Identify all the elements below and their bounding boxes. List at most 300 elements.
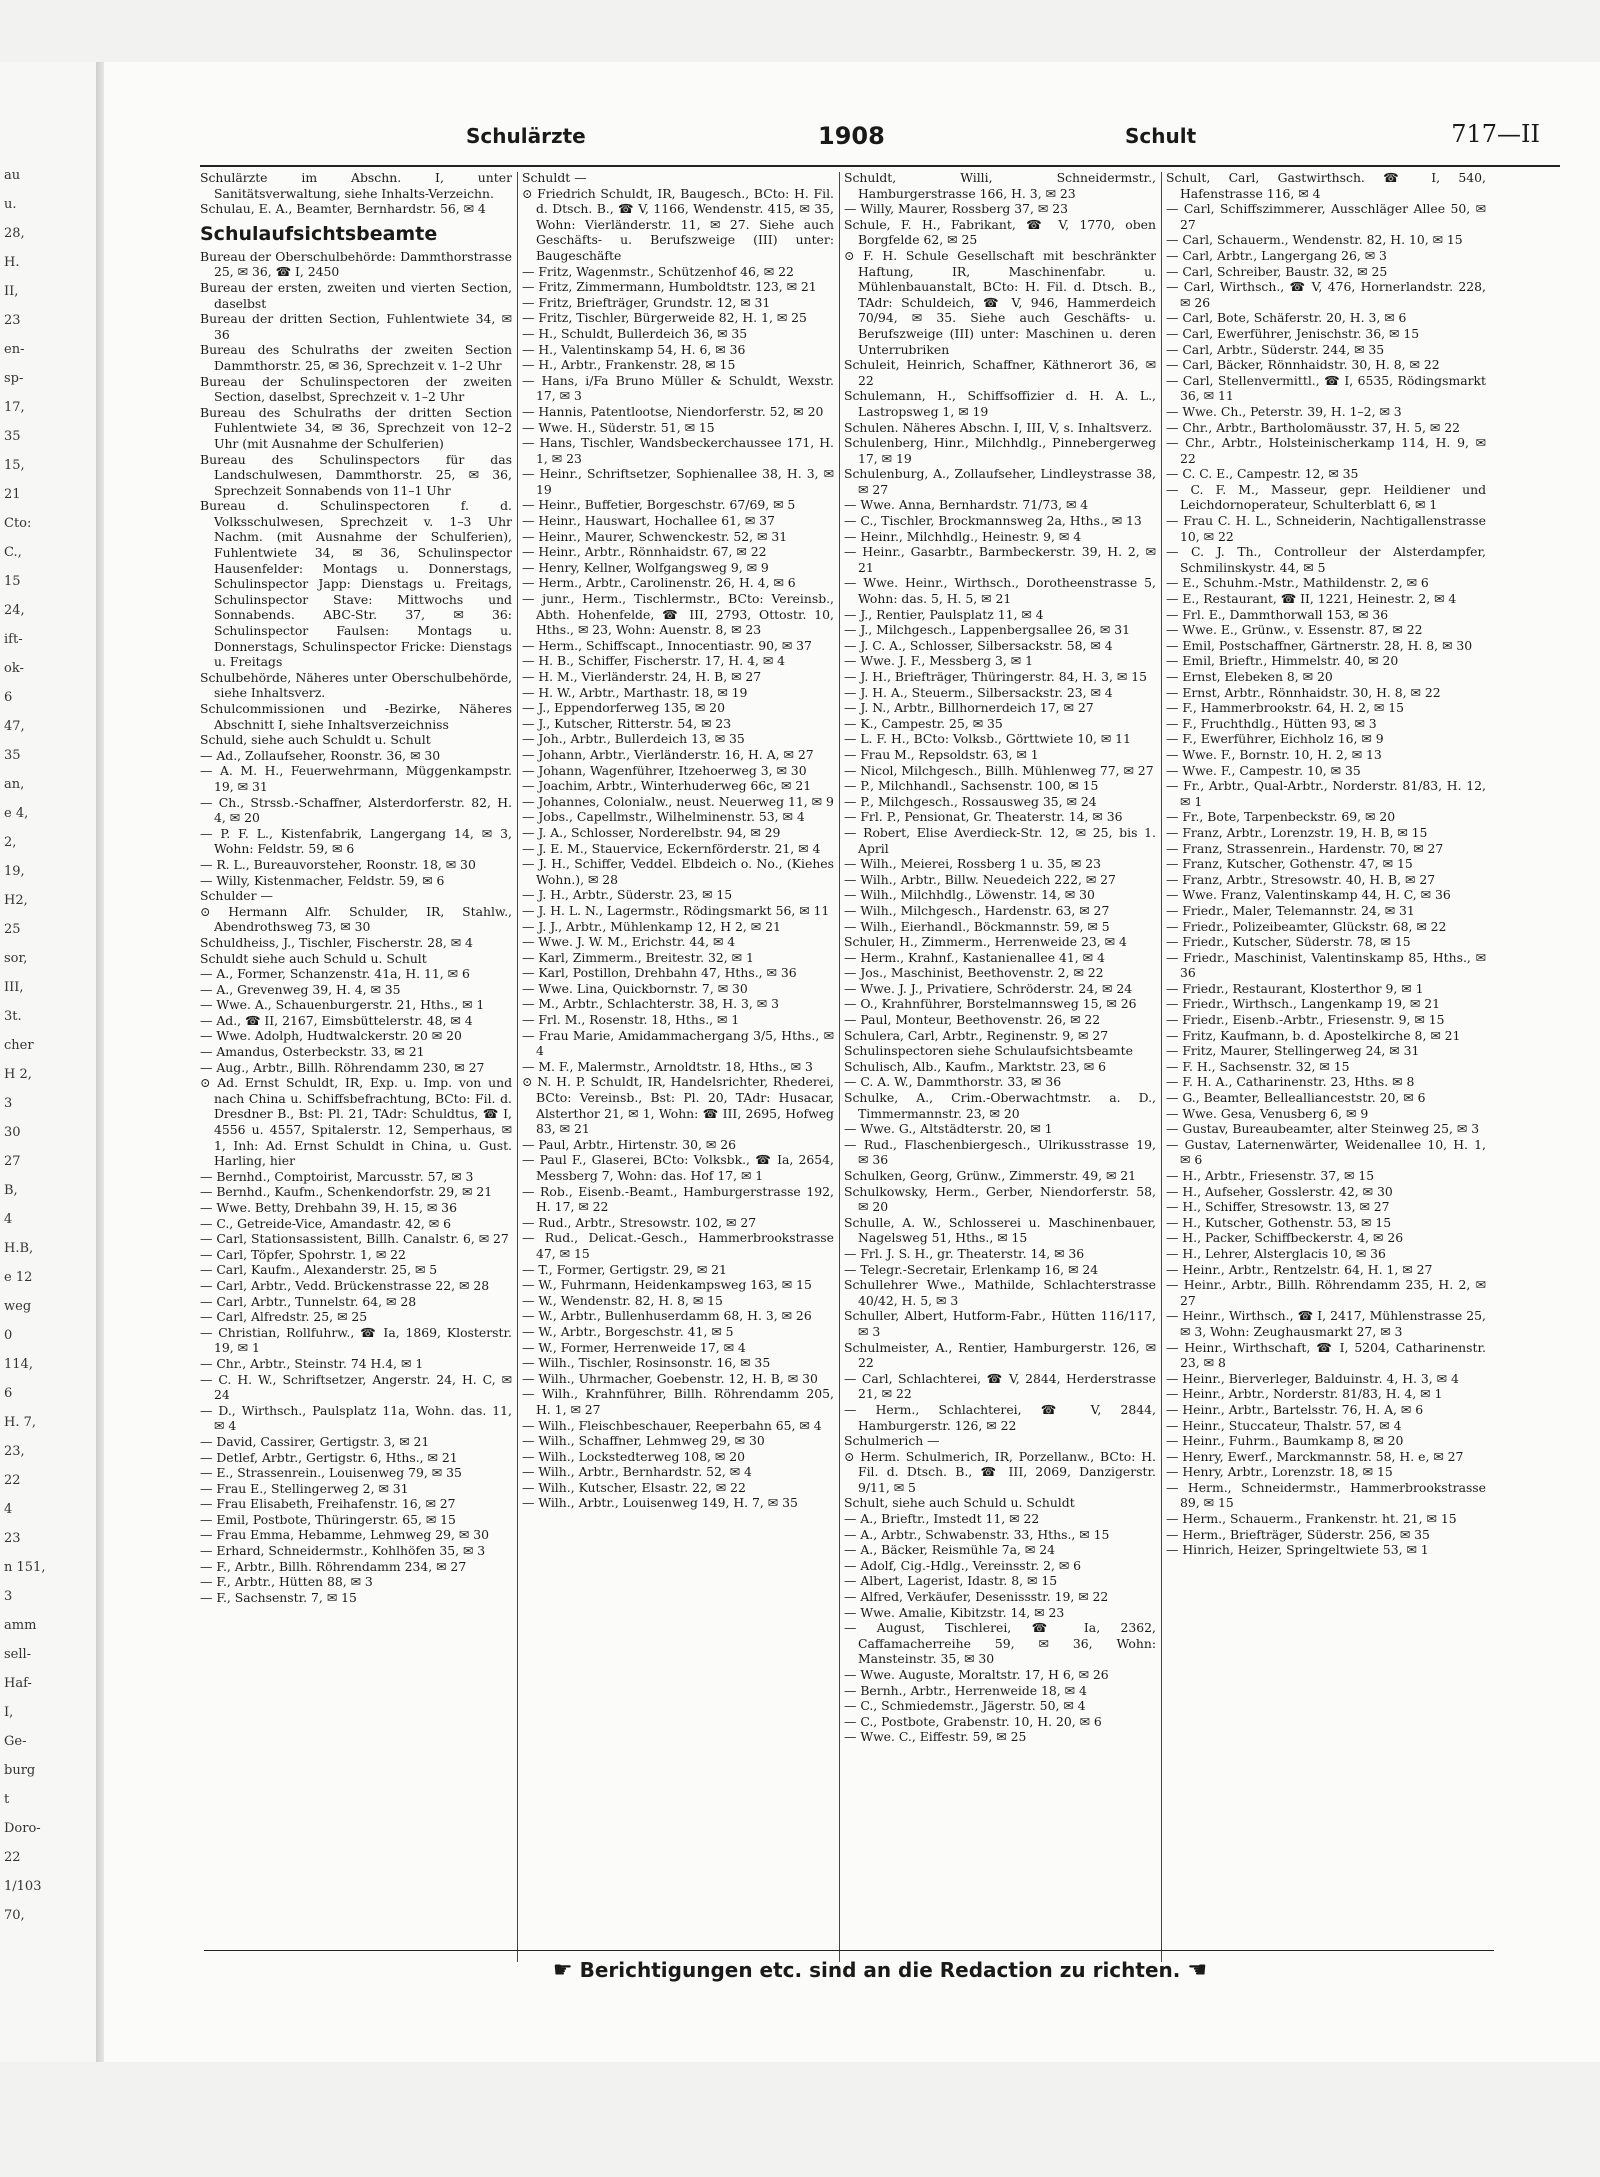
directory-entry: Schulbehörde, Näheres unter Oberschulbehörde, siehe Inhaltsverz.	[200, 669, 512, 701]
directory-entry: — J. H., Arbtr., Süderstr. 23, ✉ 15	[522, 887, 733, 903]
directory-entry: — Ad., ☎ II, 2167, Eimsbüttelerstr. 48, ✉ 4	[200, 1012, 473, 1028]
directory-entry: — Heinr., Arbtr., Rönnhaidstr. 67, ✉ 22	[522, 544, 767, 560]
directory-entry: Bureau der dritten Section, Fuhlentwiete 34, ✉ 36	[200, 311, 512, 342]
directory-entry: — Wwe. Franz, Valentinskamp 44, H. C, ✉ 36	[1166, 887, 1451, 903]
adjacent-page-fragment: 4	[4, 1212, 13, 1227]
directory-entry: — Wilh., Tischler, Rosinsonstr. 16, ✉ 35	[522, 1355, 771, 1371]
directory-entry: — Rud., Arbtr., Stresowstr. 102, ✉ 27	[522, 1214, 757, 1230]
directory-entry: — Wwe. J. F., Messberg 3, ✉ 1	[844, 653, 1034, 669]
directory-entry: — H., Schiffer, Stresowstr. 13, ✉ 27	[1166, 1199, 1390, 1215]
directory-entry: — J. H. L. N., Lagermstr., Rödingsmarkt 56, ✉ 11	[522, 902, 830, 918]
directory-entry: — Willy, Kistenmacher, Feldstr. 59, ✉ 6	[200, 872, 445, 888]
directory-entry: — Wilh., Eierhandl., Böckmannstr. 59, ✉ 5	[844, 918, 1110, 934]
directory-entry: — Heinr., Arbtr., Norderstr. 81/83, H. 4, ✉ 1	[1166, 1386, 1443, 1402]
directory-entry: — Wilh., Kutscher, Elsastr. 22, ✉ 22	[522, 1479, 746, 1495]
directory-entry: — Karl, Zimmerm., Breitestr. 32, ✉ 1	[522, 949, 754, 965]
directory-entry: — Fritz, Kaufmann, b. d. Apostelkirche 8, ✉ 21	[1166, 1027, 1461, 1043]
directory-entry: — W., Fuhrmann, Heidenkampsweg 163, ✉ 15	[522, 1277, 812, 1293]
adjacent-page-fragment: ift-	[4, 632, 23, 647]
directory-entry: — H., Valentinskamp 54, H. 6, ✉ 36	[522, 341, 746, 357]
directory-entry: — Wwe. A., Schauenburgerstr. 21, Hths., ✉ 1	[200, 997, 485, 1013]
directory-entry: — Wilh., Lockstedterweg 108, ✉ 20	[522, 1448, 745, 1464]
directory-entry: — H., Schuldt, Bullerdeich 36, ✉ 35	[522, 325, 748, 341]
directory-entry: Schuleit, Heinrich, Schaffner, Käthnerort 36, ✉ 22	[844, 357, 1156, 388]
directory-entry: — J. A., Schlosser, Norderelbstr. 94, ✉ 29	[522, 824, 781, 840]
adjacent-page-fragment: 23	[4, 313, 21, 328]
directory-entry: — Wilh., Schaffner, Lehmweg 29, ✉ 30	[522, 1433, 765, 1449]
header-section-title: Schulärzte	[466, 124, 586, 148]
adjacent-page-fragment: III,	[4, 980, 24, 995]
directory-entry: — F., Ewerführer, Eichholz 16, ✉ 9	[1166, 731, 1384, 747]
directory-entry: — Heinr., Schriftsetzer, Sophienallee 38, H. 3, ✉ 19	[522, 466, 834, 497]
adjacent-page-fragment: cher	[4, 1038, 34, 1053]
directory-entry: — Fritz, Zimmermann, Humboldtstr. 123, ✉ 21	[522, 279, 817, 295]
directory-entry: — Heinr., Bierverleger, Balduinstr. 4, H. 3, ✉ 4	[1166, 1370, 1459, 1386]
directory-entry: — Carl, Schauerm., Wendenstr. 82, H. 10, ✉ 15	[1166, 232, 1463, 248]
directory-entry: — David, Cassirer, Gertigstr. 3, ✉ 21	[200, 1433, 430, 1449]
directory-entry: — Heinr., Hauswart, Hochallee 61, ✉ 37	[522, 513, 775, 529]
directory-entry: — Rud., Flaschenbiergesch., Ulrikusstrasse 19, ✉ 36	[844, 1136, 1156, 1168]
directory-entry: — Friedr., Kutscher, Süderstr. 78, ✉ 15	[1166, 934, 1411, 950]
footer-rule	[204, 1950, 1494, 1951]
directory-entry: — Wwe. J. J., Privatiere, Schröderstr. 24, ✉ 24	[844, 980, 1133, 996]
column-divider	[517, 172, 518, 1962]
directory-entry: — A., Brieftr., Imstedt 11, ✉ 22	[844, 1511, 1040, 1527]
directory-entry: — C. H. W., Schriftsetzer, Angerstr. 24, H. C, ✉ 24	[200, 1371, 512, 1403]
directory-entry: Bureau des Schulraths der zweiten Section Dammthorstr. 25, ✉ 36, Sprechzeit v. 1–2 Uhr	[200, 342, 512, 373]
adjacent-page-fragment: n 151,	[4, 1560, 46, 1575]
adjacent-page-fragment: amm	[4, 1618, 37, 1633]
directory-entry: Schulinspectoren siehe Schulaufsichtsbeamte	[844, 1043, 1133, 1059]
pointing-hand-right-icon: ☛	[552, 1958, 573, 1983]
directory-entry: — C. J. Th., Controlleur der Alsterdampfer, Schmilinskystr. 44, ✉ 5	[1166, 544, 1486, 575]
directory-entry: — H. M., Vierländerstr. 24, H. B, ✉ 27	[522, 669, 762, 684]
directory-entry: — J., Eppendorferweg 135, ✉ 20	[522, 700, 725, 716]
directory-entry: — Frl. J. S. H., gr. Theaterstr. 14, ✉ 36	[844, 1245, 1085, 1261]
directory-entry: — Heinr., Gasarbtr., Barmbeckerstr. 39, H. 2, ✉ 21	[844, 544, 1156, 575]
footer-notice	[500, 1958, 1260, 1988]
directory-entry: — Carl, Stellenvermittl., ☎ I, 6535, Rödingsmarkt 36, ✉ 11	[1166, 372, 1486, 404]
adjacent-page-fragment: 6	[4, 1386, 13, 1401]
directory-entry: — Carl, Schiffszimmerer, Ausschläger Allee 50, ✉ 27	[1166, 201, 1486, 232]
directory-entry: — Heinr., Arbtr., Billh. Röhrendamm 235, H. 2, ✉ 27	[1166, 1277, 1486, 1308]
directory-entry: — C., Postbote, Grabenstr. 10, H. 20, ✉ 6	[844, 1713, 1102, 1729]
directory-entry: — Johann, Arbtr., Vierländerstr. 16, H. A, ✉ 27	[522, 746, 814, 762]
directory-entry: — Wilh., Milchhdlg., Löwenstr. 14, ✉ 30	[844, 887, 1095, 903]
directory-entry: — Friedr., Maschinist, Valentinskamp 85, Hths., ✉ 36	[1166, 949, 1486, 981]
directory-entry: Schuldt —	[522, 170, 587, 185]
directory-entry: — Ernst, Elebeken 8, ✉ 20	[1166, 669, 1333, 684]
adjacent-page-fragment: 4	[4, 1502, 13, 1517]
directory-entry: — Henry, Arbtr., Lorenzstr. 18, ✉ 15	[1166, 1464, 1393, 1480]
directory-entry: — Nicol, Milchgesch., Billh. Mühlenweg 77, ✉ 27	[844, 762, 1154, 778]
directory-entry: — J., Milchgesch., Lappenbergsallee 26, ✉ 31	[844, 622, 1130, 638]
directory-entry: Bureau der ersten, zweiten und vierten Section, daselbst	[200, 279, 512, 311]
directory-entry: — Carl, Stationsassistent, Billh. Canalstr. 6, ✉ 27	[200, 1231, 509, 1247]
directory-entry: — Hans, i/Fa Bruno Müller & Schuldt, Wexstr. 17, ✉ 3	[522, 372, 834, 404]
adjacent-page-fragment: t	[4, 1792, 10, 1807]
adjacent-page-fragment: 25	[4, 922, 21, 937]
directory-entry: — Johann, Wagenführer, Itzehoerweg 3, ✉ 30	[522, 762, 807, 778]
directory-entry: — Fr., Arbtr., Qual-Arbtr., Norderstr. 81/83, H. 12, ✉ 1	[1166, 778, 1486, 809]
directory-entry: — Wwe. G., Altstädterstr. 20, ✉ 1	[844, 1121, 1053, 1137]
directory-entry: — Heinr., Milchhdlg., Heinestr. 9, ✉ 4	[844, 528, 1082, 544]
directory-entry: — Wwe. Gesa, Venusberg 6, ✉ 9	[1166, 1105, 1369, 1121]
adjacent-page-fragment: Ge-	[4, 1734, 27, 1749]
directory-entry: — Wwe. Ch., Peterstr. 39, H. 1–2, ✉ 3	[1166, 403, 1402, 419]
directory-entry: — G., Beamter, Belleallianceststr. 20, ✉ 6	[1166, 1090, 1426, 1106]
directory-entry: — C. F. M., Masseur, gepr. Heildiener und Leichdornoperateur, Schulterblatt 6, ✉ 1	[1166, 481, 1486, 513]
adjacent-page-fragment: 15,	[4, 458, 25, 473]
adjacent-page-fragment: burg	[4, 1763, 36, 1778]
directory-entry: — O., Krahnführer, Borstelmannsweg 15, ✉ 26	[844, 996, 1137, 1012]
directory-entry: — Paul, Monteur, Beethovenstr. 26, ✉ 22	[844, 1012, 1101, 1028]
directory-entry: — Herm., Krahnf., Kastanienallee 41, ✉ 4	[844, 949, 1105, 965]
adjacent-page-fragment: 22	[4, 1473, 21, 1488]
directory-entry: — Friedr., Maler, Telemannstr. 24, ✉ 31	[1166, 902, 1415, 918]
column-2	[522, 170, 834, 1960]
directory-entry: — Wilh., Meierei, Rossberg 1 u. 35, ✉ 23	[844, 856, 1101, 872]
directory-entry: — Carl, Arbtr., Langergang 26, ✉ 3	[1166, 247, 1387, 263]
directory-entry: — Wilh., Uhrmacher, Goebenstr. 12, H. B, ✉ 30	[522, 1370, 818, 1386]
directory-entry: — Wwe. Adolph, Hudtwalckerstr. 20 ✉ 20	[200, 1028, 462, 1044]
directory-entry: — Emil, Postbote, Thüringerstr. 65, ✉ 15	[200, 1511, 456, 1527]
directory-entry: — Heinr., Fuhrm., Baumkamp 8, ✉ 20	[1166, 1433, 1404, 1449]
directory-entry: Schulkowsky, Herm., Gerber, Niendorferstr. 58, ✉ 20	[844, 1183, 1156, 1215]
adjacent-page-fragment: e 12	[4, 1270, 33, 1285]
directory-entry: — Wilh., Fleischbeschauer, Reeperbahn 65, ✉ 4	[522, 1417, 822, 1433]
directory-entry: — Carl, Bäcker, Rönnhaidstr. 30, H. 8, ✉ 22	[1166, 357, 1440, 373]
directory-entry: Schulisch, Alb., Kaufm., Marktstr. 23, ✉ 6	[844, 1058, 1107, 1074]
directory-entry: Bureau d. Schulinspectoren f. d. Volksschulwesen, Sprechzeit v. 1–3 Uhr Nachm. (mit Ausnahme der Schulferien), Fuhlentwiete 34, ✉ 36, Schulinspector Hausenfelder: Montags u. Donnerstags, Schulinspector Japp: Dienstags u. Freitags, Schulinspector Stave: Mittwochs und Sonnabends. ABC-Str. 37, ✉ 36: Schulinspector Faulsen: Montags u. Donnerstags, Schulinspector Fricke: Dienstags u. Freitags	[200, 498, 512, 670]
directory-entry: — Rud., Delicat.-Gesch., Hammerbrookstrasse 47, ✉ 15	[522, 1230, 834, 1261]
directory-entry: — Heinr., Wirthschaft, ☎ I, 5204, Catharinenstr. 23, ✉ 8	[1166, 1339, 1486, 1371]
directory-entry: — Wilh., Milchgesch., Hardenstr. 63, ✉ 27	[844, 902, 1110, 918]
directory-entry: — Ernst, Arbtr., Rönnhaidstr. 30, H. 8, ✉ 22	[1166, 684, 1441, 700]
adjacent-page-fragment: 28,	[4, 226, 25, 241]
directory-entry: Schulmerich —	[844, 1433, 940, 1449]
adjacent-page-fragment: 2,	[4, 835, 17, 850]
directory-entry: Schuldheiss, J., Tischler, Fischerstr. 28, ✉ 4	[200, 934, 473, 950]
directory-entry: Schulmeister, A., Rentier, Hamburgerstr. 126, ✉ 22	[844, 1339, 1156, 1371]
directory-entry: — H., Aufseher, Gosslerstr. 42, ✉ 30	[1166, 1183, 1393, 1199]
directory-entry: — Frau C. H. L., Schneiderin, Nachtigallenstrasse 10, ✉ 22	[1166, 513, 1486, 544]
directory-entry: — H., Kutscher, Gothenstr. 53, ✉ 15	[1166, 1214, 1392, 1230]
directory-entry: — Chr., Arbtr., Bartholomäusstr. 37, H. 5, ✉ 22	[1166, 419, 1461, 435]
directory-entry: Schulemann, H., Schiffsoffizier d. H. A. L., Lastropsweg 1, ✉ 19	[844, 388, 1156, 419]
directory-entry: — Paul F., Glaserei, BCto: Volksbk., ☎ Ia, 2654, Messberg 7, Wohn: das. Hof 17, ✉ 1	[522, 1152, 834, 1183]
directory-entry: — Heinr., Maurer, Schwenckestr. 52, ✉ 31	[522, 528, 788, 544]
directory-entry: — Friedr., Restaurant, Klosterthor 9, ✉ 1	[1166, 980, 1424, 996]
directory-entry: — Ch., Strssb.-Schaffner, Alsterdorferstr. 82, H. 4, ✉ 20	[200, 794, 512, 826]
directory-entry: — Frl. M., Rosenstr. 18, Hths., ✉ 1	[522, 1012, 740, 1028]
directory-entry: — H., Arbtr., Friesenstr. 37, ✉ 15	[1166, 1168, 1375, 1183]
directory-entry: Bureau der Schulinspectoren der zweiten Section, daselbst, Sprechzeit v. 1–2 Uhr	[200, 373, 512, 405]
directory-entry: — Bernhd., Comptoirist, Marcusstr. 57, ✉ 3	[200, 1168, 474, 1184]
column-divider	[839, 172, 840, 1962]
directory-entry: — Wwe. Lina, Quickbornstr. 7, ✉ 30	[522, 980, 748, 996]
directory-entry: — Fritz, Tischler, Bürgerweide 82, H. 1, ✉ 25	[522, 310, 807, 326]
directory-entry: — F. H., Sachsenstr. 32, ✉ 15	[1166, 1058, 1350, 1074]
adjacent-page-fragment: 6	[4, 690, 13, 705]
adjacent-page-fragment: e 4,	[4, 806, 29, 821]
directory-entry: Schulke, A., Crim.-Oberwachtmstr. a. D., Timmermannstr. 23, ✉ 20	[844, 1090, 1156, 1121]
adjacent-page-fragment: 23,	[4, 1444, 25, 1459]
directory-entry: Schulärzte im Abschn. I, unter Sanitätsverwaltung, siehe Inhalts-Verzeichn.	[200, 170, 512, 201]
adjacent-page-fragment: Doro-	[4, 1821, 41, 1836]
directory-entry: — Henry, Kellner, Wolfgangsweg 9, ✉ 9	[522, 559, 769, 575]
directory-entry: — Albert, Lagerist, Idastr. 8, ✉ 15	[844, 1573, 1058, 1589]
directory-entry: — Aug., Arbtr., Billh. Röhrendamm 230, ✉ 27	[200, 1059, 485, 1075]
directory-entry: — J. H. A., Steuerm., Silbersackstr. 23, ✉ 4	[844, 684, 1113, 700]
adjacent-page-fragment: sell-	[4, 1647, 32, 1662]
directory-entry: — Wwe. H., Süderstr. 51, ✉ 15	[522, 419, 715, 435]
directory-entry: — Willy, Maurer, Rossberg 37, ✉ 23	[844, 201, 1069, 217]
directory-entry: — Johannes, Colonialw., neust. Neuerweg 11, ✉ 9	[522, 793, 834, 809]
header-year: 1908	[818, 122, 885, 150]
directory-entry: — Carl, Arbtr., Vedd. Brückenstrasse 22, ✉ 28	[200, 1277, 490, 1293]
directory-entry: — Carl, Töpfer, Spohrstr. 1, ✉ 22	[200, 1246, 406, 1262]
directory-entry: — P. F. L., Kistenfabrik, Langergang 14, ✉ 3, Wohn: Feldstr. 59, ✉ 6	[200, 825, 512, 857]
column-4	[1166, 170, 1486, 1960]
directory-entry: — Fritz, Briefträger, Grundstr. 12, ✉ 31	[522, 294, 771, 310]
directory-entry: — Frl. E., Dammthorwall 153, ✉ 36	[1166, 606, 1389, 622]
adjacent-page-fragment: 19,	[4, 864, 25, 879]
directory-entry: — W., Wendenstr. 82, H. 8, ✉ 15	[522, 1292, 723, 1308]
directory-entry: Schulcommissionen und -Bezirke, Näheres Abschnitt I, siehe Inhaltsverzeichniss	[200, 701, 512, 732]
directory-entry: — H. B., Schiffer, Fischerstr. 17, H. 4, ✉ 4	[522, 653, 786, 669]
directory-entry: — Wwe. F., Campestr. 10, ✉ 35	[1166, 762, 1361, 778]
directory-entry: — Emil, Brieftr., Himmelstr. 40, ✉ 20	[1166, 653, 1399, 669]
directory-entry: — E., Restaurant, ☎ II, 1221, Heinestr. 2, ✉ 4	[1166, 591, 1457, 607]
directory-entry: — Frau M., Repsoldstr. 63, ✉ 1	[844, 746, 1039, 762]
directory-entry: — C. C. E., Campestr. 12, ✉ 35	[1166, 466, 1359, 482]
adjacent-page-fragment: II,	[4, 284, 19, 299]
directory-entry: — Fritz, Wagenmstr., Schützenhof 46, ✉ 22	[522, 263, 794, 279]
adjacent-page-fragment: ok-	[4, 661, 24, 676]
directory-entry: — Wilh., Arbtr., Louisenweg 149, H. 7, ✉ 35	[522, 1495, 798, 1511]
directory-entry: — K., Campestr. 25, ✉ 35	[844, 715, 1003, 731]
directory-entry: — Hinrich, Heizer, Springeltwiete 53, ✉ 1	[1166, 1542, 1429, 1558]
directory-entry: — D., Wirthsch., Paulsplatz 11a, Wohn. das. 11, ✉ 4	[200, 1402, 512, 1434]
directory-entry: — W., Arbtr., Bullenhuserdamm 68, H. 3, ✉ 26	[522, 1308, 812, 1324]
adjacent-page-fragment: 35	[4, 429, 21, 444]
directory-entry: — Wilh., Arbtr., Bernhardstr. 52, ✉ 4	[522, 1464, 752, 1480]
directory-entry: — Robert, Elise Averdieck-Str. 12, ✉ 25, bis 1. April	[844, 824, 1156, 856]
directory-entry: — H., Arbtr., Frankenstr. 28, ✉ 15	[522, 357, 736, 373]
directory-entry: — Wwe. Betty, Drehbahn 39, H. 15, ✉ 36	[200, 1200, 457, 1215]
directory-entry: ⊙ F. H. Schule Gesellschaft mit beschränkter Haftung, IR, Maschinenfabr. u. Mühlenbauanstalt, BCto: H. Fil. d. Dtsch. B., TAdr: Schuldeich, ☎ V, 946, Hammerdeich 70/94, ✉ 35. Siehe auch Geschäfts- u. Berufszweige (III) unter: Maschinen u. deren Unterrubriken	[844, 247, 1156, 357]
directory-entry: — Rob., Eisenb.-Beamt., Hamburgerstrasse 192, H. 17, ✉ 22	[522, 1183, 834, 1215]
header-rule	[200, 165, 1560, 167]
adjacent-page-fragment: 70,	[4, 1908, 25, 1923]
column-1	[200, 170, 512, 1960]
directory-entry: — Frau E., Stellingerweg 2, ✉ 31	[200, 1480, 409, 1496]
directory-entry: — Herm., Schiffscapt., Innocentiastr. 90, ✉ 37	[522, 637, 812, 653]
directory-entry: Bureau des Schulraths der dritten Section Fuhlentwiete 34, ✉ 36, Sprechzeit von 12–2 Uhr (mit Ausnahme der Schulferien)	[200, 404, 512, 451]
directory-entry: — T., Former, Gertigstr. 29, ✉ 21	[522, 1261, 727, 1277]
directory-entry: — A., Former, Schanzenstr. 41a, H. 11, ✉ 6	[200, 966, 470, 982]
directory-entry: — W., Arbtr., Borgeschstr. 41, ✉ 5	[522, 1323, 734, 1339]
directory-entry: — Fr., Bote, Tarpenbeckstr. 69, ✉ 20	[1166, 809, 1396, 825]
directory-entry: — F., Sachsenstr. 7, ✉ 15	[200, 1589, 357, 1605]
directory-entry: — Franz, Arbtr., Lorenzstr. 19, H. B, ✉ 15	[1166, 824, 1428, 840]
pointing-hand-left-icon: ☚	[1187, 1958, 1208, 1983]
directory-entry: — M. F., Malermstr., Arnoldtstr. 18, Hths., ✉ 3	[522, 1058, 813, 1074]
directory-entry: Schuldt siehe auch Schuld u. Schult	[200, 950, 427, 966]
adjacent-page-fragment: I,	[4, 1705, 14, 1720]
adjacent-page-fragment: C.,	[4, 545, 22, 560]
column-divider	[1161, 172, 1162, 1962]
adjacent-page-fragment: en-	[4, 342, 25, 357]
directory-entry: — Chr., Arbtr., Holsteinischerkamp 114, H. 9, ✉ 22	[1166, 435, 1486, 466]
directory-entry: Schule, F. H., Fabrikant, ☎ V, 1770, oben Borgfelde 62, ✉ 25	[844, 216, 1156, 248]
directory-entry: — C., Tischler, Brockmannsweg 2a, Hths., ✉ 13	[844, 513, 1142, 529]
directory-entry: ⊙ Herm. Schulmerich, IR, Porzellanw., BCto: H. Fil. d. Dtsch. B., ☎ III, 2069, Danzigerstr. 9/11, ✉ 5	[844, 1448, 1156, 1495]
directory-entry: — Heinr., Arbtr., Rentzelstr. 64, H. 1, ✉ 27	[1166, 1261, 1433, 1277]
directory-entry: — Bernhd., Kaufm., Schenkendorfstr. 29, ✉ 21	[200, 1184, 493, 1200]
directory-entry: — Jos., Maschinist, Beethovenstr. 2, ✉ 22	[844, 965, 1104, 981]
column-3	[844, 170, 1156, 1960]
adjacent-page-fragment: sp-	[4, 371, 24, 386]
adjacent-page-fragment: 114,	[4, 1357, 33, 1372]
directory-entry: — Carl, Kaufm., Alexanderstr. 25, ✉ 5	[200, 1262, 438, 1278]
directory-entry: — H., Packer, Schiffbeckerstr. 4, ✉ 26	[1166, 1230, 1404, 1246]
directory-entry: Schulen. Näheres Abschn. I, III, V, s. Inhaltsverz.	[844, 419, 1153, 435]
directory-entry: — Karl, Postillon, Drehbahn 47, Hths., ✉ 36	[522, 965, 797, 981]
header-page-number: 717—II	[1451, 120, 1540, 148]
adjacent-page-fragment: 3	[4, 1589, 13, 1604]
directory-entry: — Heinr., Wirthsch., ☎ I, 2417, Mühlenstrasse 25, ✉ 3, Wohn: Zeughausmarkt 27, ✉ 3	[1166, 1308, 1486, 1339]
adjacent-page-fragment: B,	[4, 1183, 18, 1198]
adjacent-page-fragment: 23	[4, 1531, 21, 1546]
page-header	[200, 62, 1540, 150]
adjacent-page-fragment: 0	[4, 1328, 13, 1343]
adjacent-page-fragment: 35	[4, 748, 21, 763]
adjacent-page-fragment: 1/103	[4, 1879, 42, 1894]
adjacent-page-fragment: 22	[4, 1850, 21, 1865]
adjacent-page-fragment: H.B,	[4, 1241, 34, 1256]
adjacent-page-fragment: H. 7,	[4, 1415, 37, 1430]
directory-entry: Bureau des Schulinspectors für das Landschulwesen, Dammthorstr. 25, ✉ 36, Sprechzeit Sonnabends von 11–1 Uhr	[200, 451, 512, 498]
directory-entry: — Hans, Tischler, Wandsbeckerchaussee 171, H. 1, ✉ 23	[522, 435, 834, 466]
directory-entry: Schulenberg, Hinr., Milchhdlg., Pinnebergerweg 17, ✉ 19	[844, 435, 1156, 466]
directory-entry: Schulle, A. W., Schlosserei u. Maschinenbauer, Nagelsweg 51, Hths., ✉ 15	[844, 1214, 1156, 1246]
adjacent-page-fragment: H 2,	[4, 1067, 32, 1082]
directory-entry: Schulken, Georg, Grünw., Zimmerstr. 49, ✉ 21	[844, 1168, 1137, 1183]
adjacent-page-fragment: 24,	[4, 603, 25, 618]
directory-entry: — Gustav, Laternenwärter, Weidenallee 10, H. 1, ✉ 6	[1166, 1136, 1486, 1168]
directory-entry: — Carl, Schreiber, Baustr. 32, ✉ 25	[1166, 263, 1388, 279]
directory-entry: — A., Bäcker, Reismühle 7a, ✉ 24	[844, 1542, 1055, 1558]
adjacent-page-fragment: 15	[4, 574, 21, 589]
adjacent-page-fragment: 27	[4, 1154, 21, 1169]
directory-entry: — Wwe. E., Grünw., v. Essenstr. 87, ✉ 22	[1166, 622, 1423, 638]
directory-entry: — Heinr., Buffetier, Borgeschstr. 67/69, ✉ 5	[522, 497, 796, 513]
directory-entry: — Herm., Schlachterei, ☎ V, 2844, Hamburgerstr. 126, ✉ 22	[844, 1401, 1156, 1433]
adjacent-page-fragment: 3	[4, 1096, 13, 1111]
directory-entry: Schult, Carl, Gastwirthsch. ☎ I, 540, Hafenstrasse 116, ✉ 4	[1166, 170, 1486, 201]
directory-entry: — Chr., Arbtr., Steinstr. 74 H.4, ✉ 1	[200, 1355, 424, 1371]
directory-entry: — H. W., Arbtr., Marthastr. 18, ✉ 19	[522, 684, 748, 700]
directory-entry: — Carl, Arbtr., Tunnelstr. 64, ✉ 28	[200, 1293, 417, 1309]
directory-entry: — Carl, Ewerführer, Jenischstr. 36, ✉ 15	[1166, 325, 1420, 341]
directory-entry: — Wwe. Heinr., Wirthsch., Dorotheenstrasse 5, Wohn: das. 5, H. 5, ✉ 21	[844, 575, 1156, 607]
directory-entry: — Hannis, Patentlootse, Niendorferstr. 52, ✉ 20	[522, 403, 824, 419]
adjacent-page-fragment: 21	[4, 487, 21, 502]
directory-entry: — F., Arbtr., Billh. Röhrendamm 234, ✉ 27	[200, 1558, 467, 1574]
directory-entry: — Wwe. Amalie, Kibitzstr. 14, ✉ 23	[844, 1604, 1065, 1620]
directory-entry: — Wilh., Krahnführer, Billh. Röhrendamm 205, H. 1, ✉ 27	[522, 1386, 834, 1417]
directory-entry: — Franz, Arbtr., Stresowstr. 40, H. B, ✉ 27	[1166, 871, 1436, 887]
directory-entry: — J. C. A., Schlosser, Silbersackstr. 58, ✉ 4	[844, 637, 1113, 653]
directory-entry: Schulder —	[200, 888, 273, 904]
directory-entry: — Wwe. Auguste, Moraltstr. 17, H 6, ✉ 26	[844, 1667, 1109, 1682]
directory-entry: ⊙ Hermann Alfr. Schulder, IR, Stahlw., Abendrothsweg 73, ✉ 30	[200, 903, 512, 935]
directory-entry: — F., Fruchthdlg., Hütten 93, ✉ 3	[1166, 715, 1377, 731]
directory-entry: Schulau, E. A., Beamter, Bernhardstr. 56, ✉ 4	[200, 201, 486, 217]
directory-entry: Schult, siehe auch Schuld u. Schuldt	[844, 1495, 1075, 1511]
directory-entry: Bureau der Oberschulbehörde: Dammthorstrasse 25, ✉ 36, ☎ I, 2450	[200, 248, 512, 280]
directory-entry: — C., Schmiedemstr., Jägerstr. 50, ✉ 4	[844, 1698, 1086, 1714]
directory-entry: — A. M. H., Feuerwehrmann, Müggenkampstr. 19, ✉ 31	[200, 763, 512, 794]
directory-entry: — Bernh., Arbtr., Herrenweide 18, ✉ 4	[844, 1682, 1087, 1698]
directory-entry: — Frau Elisabeth, Freihafenstr. 16, ✉ 27	[200, 1496, 456, 1512]
adjacent-page-fragment: Haf-	[4, 1676, 32, 1691]
adjacent-page-fragment: weg	[4, 1299, 32, 1314]
adjacent-page-fragment: H.	[4, 255, 20, 270]
directory-entry: — Herm., Schneidermstr., Hammerbrookstrasse 89, ✉ 15	[1166, 1479, 1486, 1511]
directory-entry: — Frl. P., Pensionat, Gr. Theaterstr. 14, ✉ 36	[844, 809, 1123, 825]
directory-entry: — Franz, Kutscher, Gothenstr. 47, ✉ 15	[1166, 856, 1413, 872]
left-page-gutter	[0, 62, 96, 2062]
directory-entry: — C. A. W., Dammthorstr. 33, ✉ 36	[844, 1074, 1062, 1090]
directory-entry: — Wwe. C., Eiffestr. 59, ✉ 25	[844, 1729, 1027, 1745]
directory-entry: — Erhard, Schneidermstr., Kohlhöfen 35, ✉ 3	[200, 1543, 486, 1559]
directory-entry: — Adolf, Cig.-Hdlg., Vereinsstr. 2, ✉ 6	[844, 1557, 1082, 1573]
adjacent-page-fragment: an,	[4, 777, 25, 792]
directory-entry: — F., Hammerbrookstr. 64, H. 2, ✉ 15	[1166, 700, 1404, 716]
directory-entry: — W., Former, Herrenweide 17, ✉ 4	[522, 1339, 746, 1355]
directory-entry: — junr., Herm., Tischlermstr., BCto: Vereinsb., Abth. Hohenfelde, ☎ III, 2793, Ottostr. 10, Hths., ✉ 23, Wohn: Auenstr. 8, ✉ 23	[522, 591, 834, 638]
directory-entry: — H., Lehrer, Alsterglacis 10, ✉ 36	[1166, 1245, 1386, 1261]
directory-entry: — A., Grevenweg 39, H. 4, ✉ 35	[200, 981, 401, 997]
adjacent-page-fragment: 30	[4, 1125, 21, 1140]
directory-entry: ⊙ N. H. P. Schuldt, IR, Handelsrichter, Rhederei, BCto: Vereinsb., Bst: Pl. 20, TAdr: Husacar, Alsterthor 21, ✉ 1, Wohn: ☎ III, 2695, Hofweg 83, ✉ 21	[522, 1074, 834, 1137]
directory-entry: — P., Milchhandl., Sachsenstr. 100, ✉ 15	[844, 778, 1099, 794]
directory-entry: — August, Tischlerei, ☎ Ia, 2362, Caffamacherreihe 59, ✉ 36, Wohn: Mansteinstr. 35, ✉ 30	[844, 1620, 1156, 1667]
directory-entry: — F., Arbtr., Hütten 88, ✉ 3	[200, 1574, 373, 1590]
directory-entry: — L. F. H., BCto: Volksb., Görttwiete 10, ✉ 11	[844, 731, 1131, 747]
adjacent-page-fragment: 3t.	[4, 1009, 22, 1024]
directory-entry: — R. L., Bureauvorsteher, Roonstr. 18, ✉ 30	[200, 856, 476, 872]
directory-entry: — J., Kutscher, Ritterstr. 54, ✉ 23	[522, 715, 732, 731]
directory-entry: — Carl, Alfredstr. 25, ✉ 25	[200, 1309, 368, 1325]
section-heading: Schulaufsichtsbeamte	[200, 222, 438, 245]
adjacent-page-fragment: u.	[4, 197, 17, 212]
directory-entry: — Ad., Zollaufseher, Roonstr. 36, ✉ 30	[200, 747, 441, 763]
directory-entry: — Frau Emma, Hebamme, Lehmweg 29, ✉ 30	[200, 1527, 489, 1543]
adjacent-page-fragment: sor,	[4, 951, 28, 966]
directory-entry: — J. H., Briefträger, Thüringerstr. 84, H. 3, ✉ 15	[844, 669, 1147, 684]
footer-text: Berichtigungen etc. sind an die Redaction zu richten.	[579, 1958, 1181, 1982]
directory-entry: — C., Getreide-Vice, Amandastr. 42, ✉ 6	[200, 1215, 452, 1231]
directory-entry: — F. H. A., Catharinenstr. 23, Hths. ✉ 8	[1166, 1074, 1415, 1090]
directory-entry: — Franz, Strassenrein., Hardenstr. 70, ✉ 27	[1166, 840, 1444, 856]
adjacent-page-fragment: H2,	[4, 893, 28, 908]
directory-entry: — Gustav, Bureaubeamter, alter Steinweg 25, ✉ 3	[1166, 1121, 1480, 1137]
directory-entry: — E., Strassenrein., Louisenweg 79, ✉ 35	[200, 1465, 462, 1481]
